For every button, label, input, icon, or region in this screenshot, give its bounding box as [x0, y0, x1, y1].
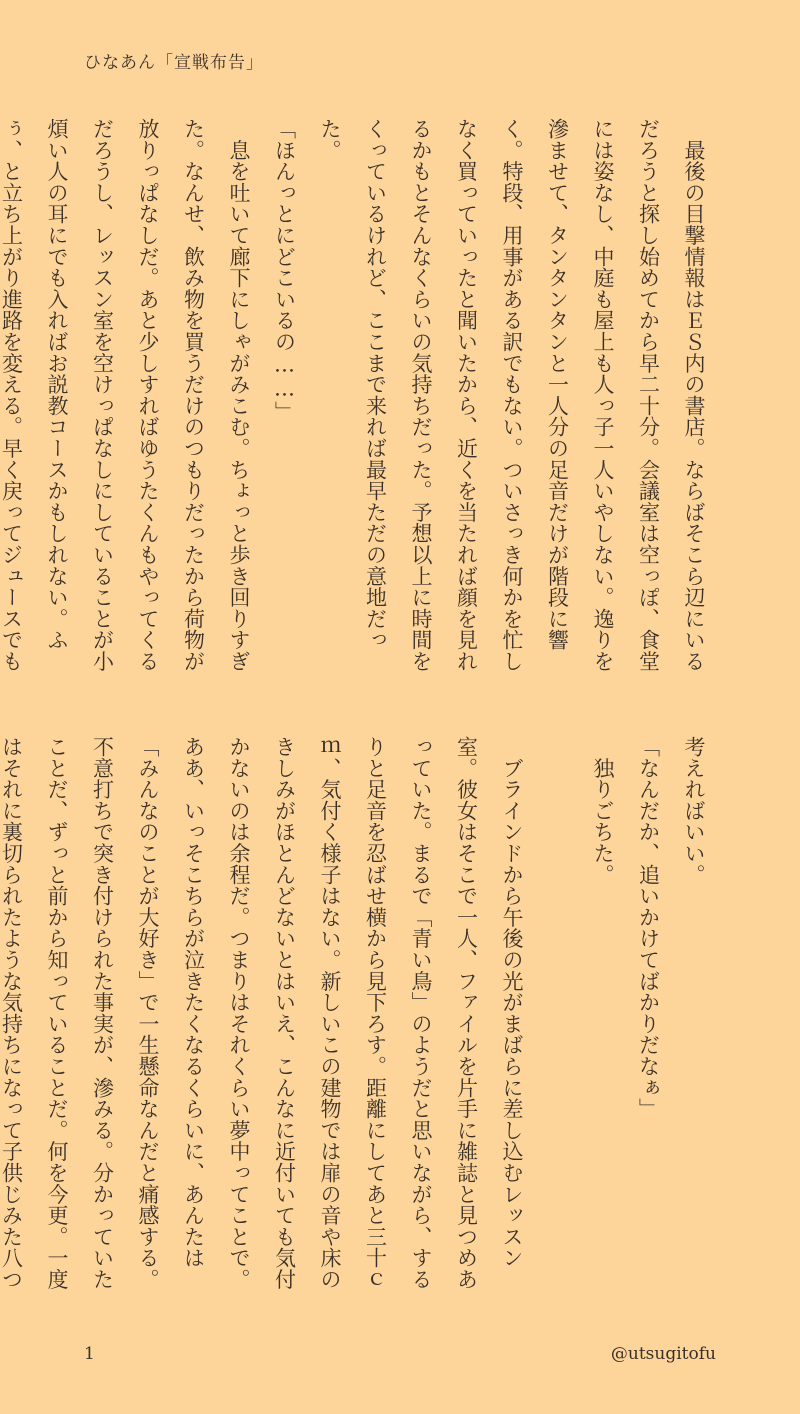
paragraph: 独りごちた。: [591, 736, 615, 886]
paragraph: 「なんだか、追いかけてばかりだなぁ」: [636, 736, 661, 1120]
paragraph-spacer: [534, 736, 580, 1296]
paragraph: ブラインドから午後の光がまばらに差し込むレッスン室。彼女はそこで一人、ファイルを片手に雑誌と見つめあっていた。まるで「青い鳥」のようだと思いながら、するりと足音を忍ばせ横から見下ろす。距離にしてあと三十ｃｍ、気付く様子はない。新しいこの建物では扉の音や床のきしみがほとんどないとはいえ、こんなに近付いても気付かないのは余程だ。つまりはそれくらい夢中ってことで。ああ、いっそこちらが泣きたくなるくらいに、あんたは「みんなのことが大好き」で一生懸命なんだと痛感する。不意打ちで突き付けられた事実が、滲みる。分かっていたことだ、ずっと前から知っていることだ。何を今更。一度はそれに裏切られたような気持ちになって子供じみた八つ: [0, 736, 524, 1290]
text-block-bottom: [0, 736, 716, 1296]
author-credit: @utsugitofu: [610, 1344, 716, 1364]
page-number: 1: [84, 1344, 95, 1364]
paragraph: 「ほんっとにどこいるの……」: [272, 118, 297, 423]
paragraph: 最後の目撃情報はＥＳ内の書店。ならばそこら辺にいるだろうと探し始めてから早二十分。会議室は空っぽ、食堂には姿なし、中庭も屋上も人っ子一人いやしない。逸りを滲ませて、タンタンタンと一人分の足音だけが階段に響く。特段、用事がある訳でもない。ついさっき何かを忙しなく買っていったと聞いたから、近くを当たれば顔を見れるかもとそんなくらいの気持ちだった。予想以上に時間をくっているけれど、ここまで来れば最早ただの意地だった。: [318, 118, 706, 672]
paragraph: 考えればいい。: [682, 736, 706, 886]
text-block-top: [0, 118, 716, 678]
document-title: ひなあん「宣戦布告」: [84, 53, 264, 73]
paragraph: 息を吐いて廊下にしゃがみこむ。ちょっと歩き回りすぎた。なんせ、飲み物を買うだけのつもりだったから荷物が放りっぱなしだ。あと少しすればゆうたくんもやってくるだろうし、レッスン室を空けっぱなしにしていることが小煩い人の耳にでも入ればお説教コースかもしれない。ふぅ、と立ち上がり進路を変える。早く戻ってジュースでも: [0, 118, 251, 672]
